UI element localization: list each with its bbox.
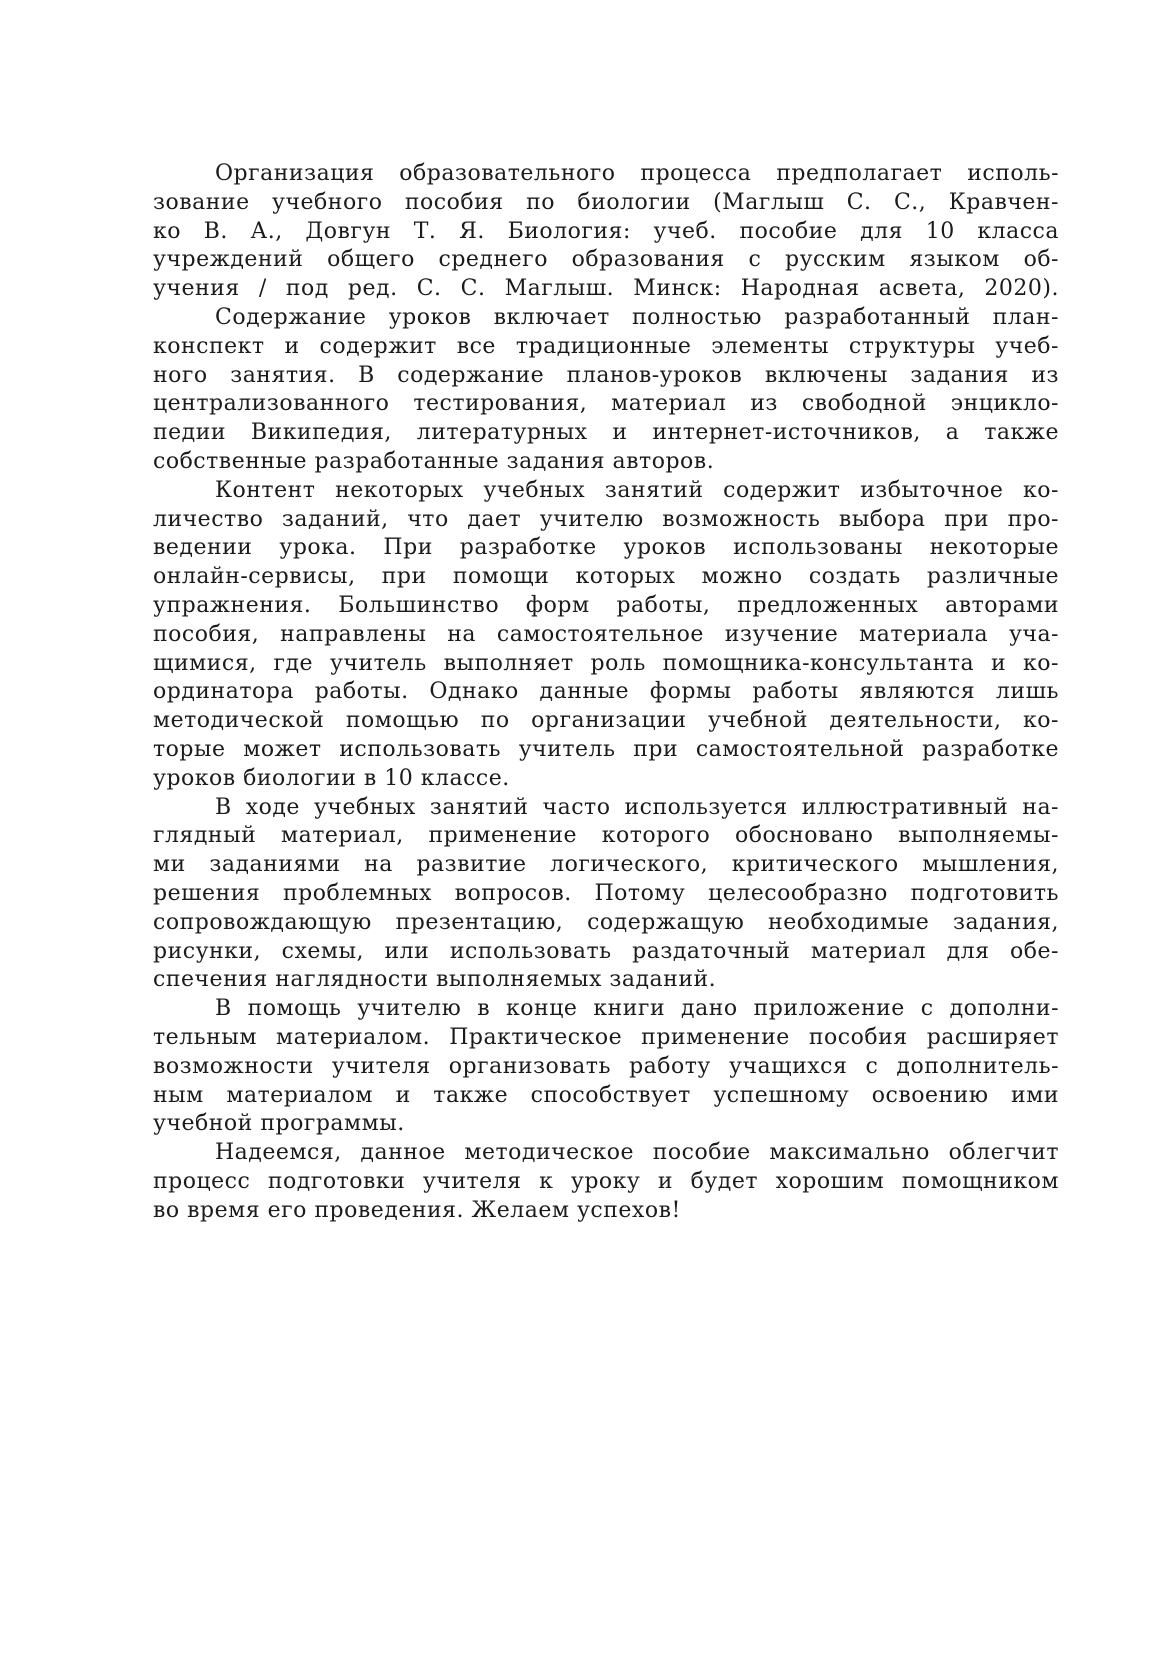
text-line: В ходе учебных занятий часто используется иллюстративный на-: [215, 794, 1059, 820]
text-line: педии Википедия, литературных и интернет-источников, а также: [153, 420, 1059, 446]
paragraph: [153, 304, 1059, 477]
text-line: зование учебного пособия по биологии (Маглыш С. С., Кравчен-: [153, 189, 1059, 215]
text-line: учреждений общего среднего образования с русским языком об-: [153, 247, 1059, 273]
text-line: ведении урока. При разработке уроков использованы некоторые: [153, 535, 1059, 561]
text-line: ко В. А., Довгун Т. Я. Биология: учеб. пособие для 10 класса: [153, 218, 1059, 244]
text-line: упражнения. Большинство форм работы, предложенных авторами: [153, 592, 1059, 618]
paragraph: [153, 160, 1059, 304]
text-line: учебной программы.: [153, 1111, 405, 1137]
text-line: уроков биологии в 10 классе.: [153, 765, 510, 791]
text-line: онлайн-сервисы, при помощи которых можно создать различные: [153, 564, 1059, 590]
text-line: решения проблемных вопросов. Потому целесообразно подготовить: [153, 880, 1059, 906]
text-line: централизованного тестирования, материал из свободной энцикло-: [153, 391, 1059, 417]
paragraph: [153, 995, 1059, 1139]
text-line: В помощь учителю в конце книги дано приложение с дополни-: [215, 996, 1059, 1022]
text-line: Надеемся, данное методическое пособие максимально облегчит: [215, 1140, 1059, 1166]
paragraph: [153, 1139, 1059, 1225]
text-line: щимися, где учитель выполняет роль помощника-консультанта и ко-: [153, 650, 1059, 676]
text-line: во время его проведения. Желаем успехов!: [153, 1197, 681, 1223]
text-line: ного занятия. В содержание планов-уроков включены задания из: [153, 362, 1059, 388]
text-line: рисунки, схемы, или использовать раздаточный материал для обе-: [153, 938, 1059, 964]
text-line: конспект и содержит все традиционные элементы структуры учеб-: [153, 333, 1059, 359]
page-text: [153, 160, 1059, 1225]
text-line: глядный материал, применение которого обосновано выполняемы-: [153, 823, 1059, 849]
text-line: Контент некоторых учебных занятий содержит избыточное ко-: [215, 477, 1059, 503]
text-line: собственные разработанные задания авторов.: [153, 448, 715, 474]
text-line: спечения наглядности выполняемых заданий.: [153, 967, 717, 993]
text-line: сопровождающую презентацию, содержащую необходимые задания,: [153, 909, 1059, 935]
paragraph: [153, 794, 1059, 996]
text-line: процесс подготовки учителя к уроку и будет хорошим помощником: [153, 1168, 1059, 1194]
text-line: возможности учителя организовать работу учащихся с дополнитель-: [153, 1053, 1059, 1079]
text-line: ным материалом и также способствует успешному освоению ими: [153, 1082, 1059, 1108]
text-line: торые может использовать учитель при самостоятельной разработке: [153, 736, 1059, 762]
text-line: тельным материалом. Практическое применение пособия расширяет: [153, 1024, 1059, 1050]
text-line: учения / под ред. С. С. Маглыш. Минск: Народная асвета, 2020).: [153, 276, 1059, 302]
text-line: Организация образовательного процесса предполагает исполь-: [215, 161, 1059, 186]
text-line: личество заданий, что дает учителю возможность выбора при про-: [153, 506, 1059, 532]
text-line: пособия, направлены на самостоятельное изучение материала уча-: [153, 621, 1059, 647]
text-line: ординатора работы. Однако данные формы работы являются лишь: [153, 679, 1059, 705]
paragraph: [153, 477, 1059, 794]
text-line: методической помощью по организации учебной деятельности, ко-: [153, 708, 1059, 734]
text-line: ми заданиями на развитие логического, критического мышления,: [153, 852, 1059, 878]
text-line: Содержание уроков включает полностью разработанный план-: [215, 304, 1059, 330]
